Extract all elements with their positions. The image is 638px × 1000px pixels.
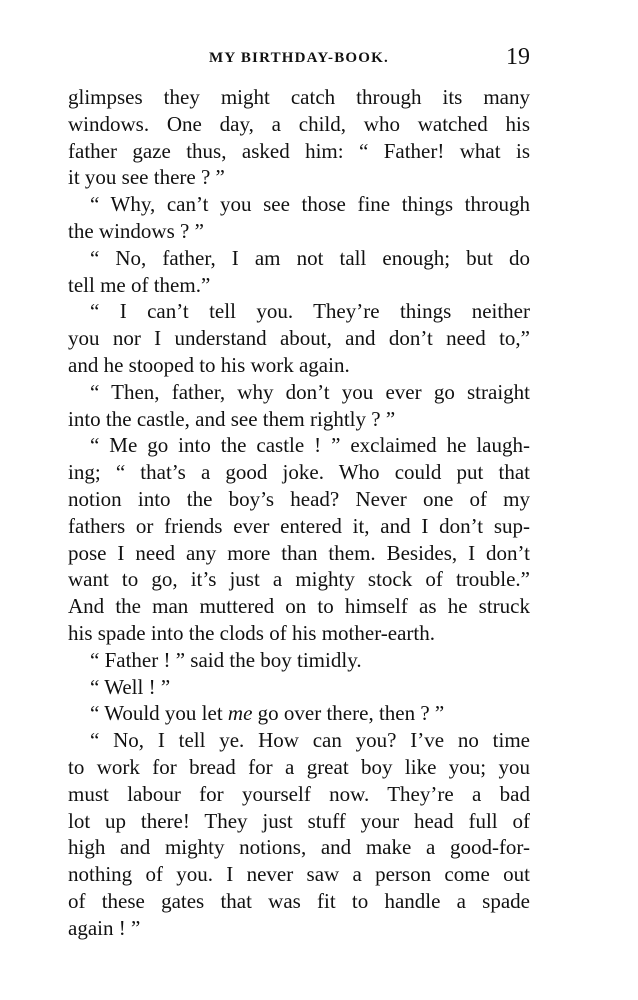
text-line: ing; “ that’s a good joke. Who could put that xyxy=(68,460,530,485)
text-line: notion into the boy’s head? Never one of my xyxy=(68,486,530,511)
text-line: the windows ? ” xyxy=(68,218,204,243)
emphasized-word: me xyxy=(227,701,253,726)
page-number: 19 xyxy=(506,44,530,70)
text-line: high and mighty notions, and make a good-for- xyxy=(68,835,530,860)
text-line: “ No, father, I am not tall enough; but do xyxy=(90,245,530,270)
text-line: pose I need any more than them. Besides, I don’t xyxy=(68,540,530,565)
text-line: “ Why, can’t you see those fine things through xyxy=(90,192,530,217)
text-line: his spade into the clods of his mother-earth. xyxy=(68,620,435,645)
text-line: “ No, I tell ye. How can you? I’ve no time xyxy=(90,728,530,753)
text-line: you nor I understand about, and don’t need to,” xyxy=(68,326,530,351)
text-line: glimpses they might catch through its many xyxy=(68,85,530,109)
text-line: tell me of them.” xyxy=(68,272,211,297)
text-line: to work for bread for a great boy like you; you xyxy=(68,754,530,779)
body-text xyxy=(68,84,530,942)
running-head xyxy=(68,44,530,74)
text-line: again ! ” xyxy=(68,915,141,940)
text-line: fathers or friends ever entered it, and I don’t sup- xyxy=(68,513,530,538)
text-fragment: go over there, then ? ” xyxy=(252,701,445,726)
text-line: of these gates that was fit to handle a spade xyxy=(68,888,530,913)
text-line: nothing of you. I never saw a person come out xyxy=(68,862,530,887)
text-line: it you see there ? ” xyxy=(68,165,225,190)
text-line: windows. One day, a child, who watched his xyxy=(68,111,530,136)
text-line: “ Then, father, why don’t you ever go straight xyxy=(90,379,530,404)
text-line: lot up there! They just stuff your head full of xyxy=(68,808,530,833)
text-line: “ Me go into the castle ! ” exclaimed he laugh- xyxy=(90,433,530,458)
text-line: into the castle, and see them rightly ? ” xyxy=(68,406,396,431)
text-line: “ Father ! ” said the boy timidly. xyxy=(90,647,362,672)
text-line-with-emphasis xyxy=(68,700,530,727)
text-line: father gaze thus, asked him: “ Father! what is xyxy=(68,138,530,163)
text-line: “ I can’t tell you. They’re things neither xyxy=(90,299,530,324)
text-line: want to go, it’s just a mighty stock of trouble.” xyxy=(68,567,530,592)
running-title: MY BIRTHDAY-BOOK. xyxy=(209,50,389,66)
text-line: And the man muttered on to himself as he struck xyxy=(68,594,530,619)
text-line: must labour for yourself now. They’re a bad xyxy=(68,781,530,806)
text-line: “ Well ! ” xyxy=(90,674,171,699)
text-fragment: “ Would you let xyxy=(90,701,228,726)
text-line: and he stooped to his work again. xyxy=(68,352,350,377)
